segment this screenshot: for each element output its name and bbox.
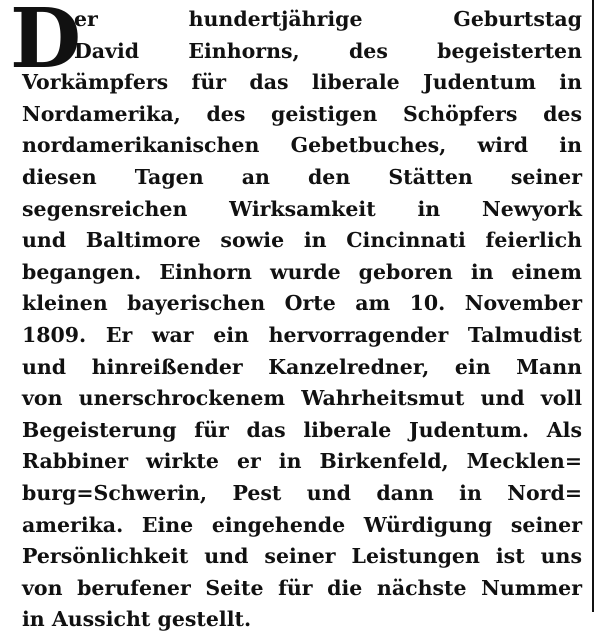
article-line: begangen. Einhorn wurde geboren in einem [22, 259, 582, 284]
article-line: Begeisterung für das liberale Judentum. Als [22, 417, 582, 442]
article-line: diesen Tagen an den Stätten seiner [22, 164, 582, 189]
article-line: und hinreißender Kanzelredner, ein Mann [22, 354, 582, 379]
article-line: 1809. Er war ein hervorragender Talmudist [22, 322, 582, 347]
article-line: amerika. Eine eingehende Würdigung seiner [22, 512, 582, 537]
article-line: Nordamerika, des geistigen Schöpfers des [22, 101, 582, 126]
article-line: und Baltimore sowie in Cincinnati feierlich [22, 228, 582, 253]
article-line: in Aussicht gestellt. [22, 607, 252, 632]
article-line: David Einhorns, des begeisterten [74, 38, 582, 63]
column-rule [592, 0, 594, 612]
article-line: von unerschrockenem Wahrheitsmut und voll [22, 386, 582, 411]
drop-cap: D [10, 0, 82, 87]
article-line: von berufener Seite für die nächste Nummer [22, 575, 582, 600]
article-line: burg=Schwerin, Pest und dann in Nord= [22, 480, 582, 505]
article-line: Rabbiner wirkte er in Birkenfeld, Mecklen= [22, 449, 582, 474]
article-line: Vorkämpfers für das liberale Judentum in [22, 70, 582, 95]
article-body [22, 4, 582, 636]
article-line: nordamerikanischen Gebetbuches, wird in [22, 133, 582, 158]
article-line: er hundertjährige Geburtstag [74, 7, 582, 31]
article-line: Persönlichkeit und seiner Leistungen ist uns [22, 544, 582, 569]
article-line: segensreichen Wirksamkeit in Newyork [22, 196, 582, 221]
article-line: kleinen bayerischen Orte am 10. November [22, 291, 582, 316]
